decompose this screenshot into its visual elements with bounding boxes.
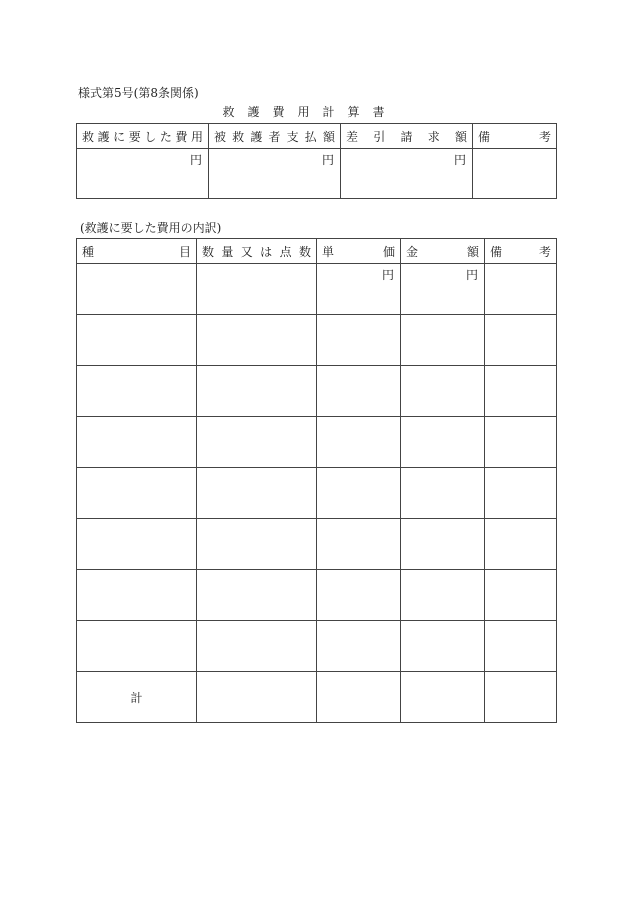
detail-entry-cell[interactable] (197, 621, 317, 672)
detail-total-cell[interactable] (485, 672, 557, 723)
header-char: 差 (346, 129, 359, 144)
summary-header-label (82, 128, 203, 145)
detail-entry-cell[interactable] (485, 468, 557, 519)
detail-entry-cell[interactable] (317, 417, 401, 468)
detail-entry-cell[interactable] (317, 468, 401, 519)
detail-total-row (77, 672, 557, 723)
header-char: し (144, 129, 157, 144)
yen-unit: 円 (453, 153, 466, 167)
detail-entry-cell[interactable] (317, 366, 401, 417)
header-char: 備 (490, 244, 503, 259)
detail-entry-row (77, 570, 557, 621)
detail-entry-cell[interactable] (197, 570, 317, 621)
detail-header-label (490, 243, 551, 260)
detail-header-cell (485, 239, 557, 264)
detail-entry-cell[interactable] (317, 264, 401, 315)
detail-total-cell[interactable] (197, 672, 317, 723)
detail-table (76, 238, 557, 723)
header-char: 被 (214, 129, 227, 144)
detail-entry-cell[interactable] (317, 519, 401, 570)
detail-entry-row (77, 264, 557, 315)
detail-header-label (202, 243, 311, 260)
total-label: 計 (77, 672, 197, 723)
summary-header-cell (77, 124, 209, 149)
header-char: 数 (202, 244, 215, 259)
header-char: 量 (221, 244, 234, 259)
summary-entry-cell[interactable] (209, 149, 341, 199)
header-char: 考 (538, 129, 551, 144)
detail-subtitle: (救護に要した費用の内訳) (80, 221, 222, 235)
detail-entry-cell[interactable] (317, 621, 401, 672)
summary-header-row (77, 124, 557, 149)
header-char: 求 (427, 129, 440, 144)
detail-entry-cell[interactable] (77, 264, 197, 315)
detail-entry-row (77, 621, 557, 672)
detail-entry-cell[interactable] (197, 519, 317, 570)
summary-header-cell (341, 124, 473, 149)
header-char: 費 (175, 129, 188, 144)
header-char: た (159, 129, 172, 144)
detail-entry-row (77, 315, 557, 366)
header-char: 数 (298, 244, 311, 259)
header-char: 額 (466, 244, 479, 259)
header-char: 金 (406, 244, 419, 259)
detail-header-cell (317, 239, 401, 264)
summary-entry-row (77, 149, 557, 199)
detail-header-cell (401, 239, 485, 264)
header-char: 救 (82, 129, 95, 144)
summary-entry-cell[interactable] (77, 149, 209, 199)
header-char: 払 (304, 129, 317, 144)
summary-header-cell (473, 124, 557, 149)
summary-header-label (214, 128, 335, 145)
header-char: 目 (178, 244, 191, 259)
form-number: 様式第5号(第8条関係) (78, 86, 199, 100)
yen-unit: 円 (189, 153, 202, 167)
header-char: 又 (240, 244, 253, 259)
detail-entry-cell[interactable] (485, 315, 557, 366)
header-char: 価 (382, 244, 395, 259)
header-char: 護 (250, 129, 263, 144)
detail-entry-cell[interactable] (77, 519, 197, 570)
header-char: 備 (478, 129, 491, 144)
detail-entry-cell[interactable] (77, 366, 197, 417)
detail-entry-cell[interactable] (401, 417, 485, 468)
header-char: 救 (232, 129, 245, 144)
detail-total-cell[interactable] (401, 672, 485, 723)
summary-header-cell (209, 124, 341, 149)
header-char: 額 (454, 129, 467, 144)
header-char: 額 (322, 129, 335, 144)
detail-entry-cell[interactable] (401, 366, 485, 417)
detail-entry-cell[interactable] (401, 621, 485, 672)
detail-entry-row (77, 417, 557, 468)
detail-entry-cell[interactable] (197, 315, 317, 366)
header-char: 者 (268, 129, 281, 144)
detail-entry-cell[interactable] (77, 315, 197, 366)
detail-entry-cell[interactable] (197, 468, 317, 519)
detail-entry-cell[interactable] (401, 264, 485, 315)
summary-entry-cell[interactable] (341, 149, 473, 199)
detail-total-cell[interactable] (317, 672, 401, 723)
detail-entry-row (77, 519, 557, 570)
yen-unit: 円 (321, 153, 334, 167)
detail-entry-cell[interactable] (401, 468, 485, 519)
detail-entry-row (77, 366, 557, 417)
detail-entry-cell[interactable] (485, 519, 557, 570)
document-title: 救護費用計算書 (222, 105, 398, 119)
detail-entry-cell[interactable] (77, 468, 197, 519)
detail-entry-cell[interactable] (485, 570, 557, 621)
detail-entry-cell[interactable] (485, 417, 557, 468)
detail-entry-row (77, 468, 557, 519)
detail-entry-cell[interactable] (401, 519, 485, 570)
header-char: は (260, 244, 273, 259)
summary-table (76, 123, 557, 199)
header-char: 引 (373, 129, 386, 144)
header-char: 点 (279, 244, 292, 259)
detail-entry-cell[interactable] (401, 570, 485, 621)
detail-header-row (77, 239, 557, 264)
yen-unit: 円 (465, 268, 478, 282)
summary-header-label (346, 128, 467, 145)
detail-header-cell (197, 239, 317, 264)
header-char: に (113, 129, 126, 144)
yen-unit: 円 (381, 268, 394, 282)
detail-entry-cell[interactable] (317, 570, 401, 621)
summary-header-label (478, 128, 551, 145)
detail-header-cell (77, 239, 197, 264)
detail-entry-cell[interactable] (485, 366, 557, 417)
detail-entry-cell[interactable] (77, 621, 197, 672)
detail-entry-cell[interactable] (485, 621, 557, 672)
detail-header-label (406, 243, 479, 260)
header-char: 請 (400, 129, 413, 144)
detail-entry-cell[interactable] (77, 417, 197, 468)
detail-entry-cell[interactable] (485, 264, 557, 315)
detail-header-label (322, 243, 395, 260)
detail-header-label (82, 243, 191, 260)
detail-entry-cell[interactable] (197, 417, 317, 468)
summary-entry-cell[interactable] (473, 149, 557, 199)
header-char: 護 (97, 129, 110, 144)
header-char: 単 (322, 244, 335, 259)
detail-entry-cell[interactable] (197, 264, 317, 315)
detail-entry-cell[interactable] (401, 315, 485, 366)
detail-entry-cell[interactable] (197, 366, 317, 417)
detail-entry-cell[interactable] (317, 315, 401, 366)
detail-entry-cell[interactable] (77, 570, 197, 621)
header-char: 要 (128, 129, 141, 144)
header-char: 用 (190, 129, 203, 144)
header-char: 考 (538, 244, 551, 259)
header-char: 支 (286, 129, 299, 144)
header-char: 種 (82, 244, 95, 259)
